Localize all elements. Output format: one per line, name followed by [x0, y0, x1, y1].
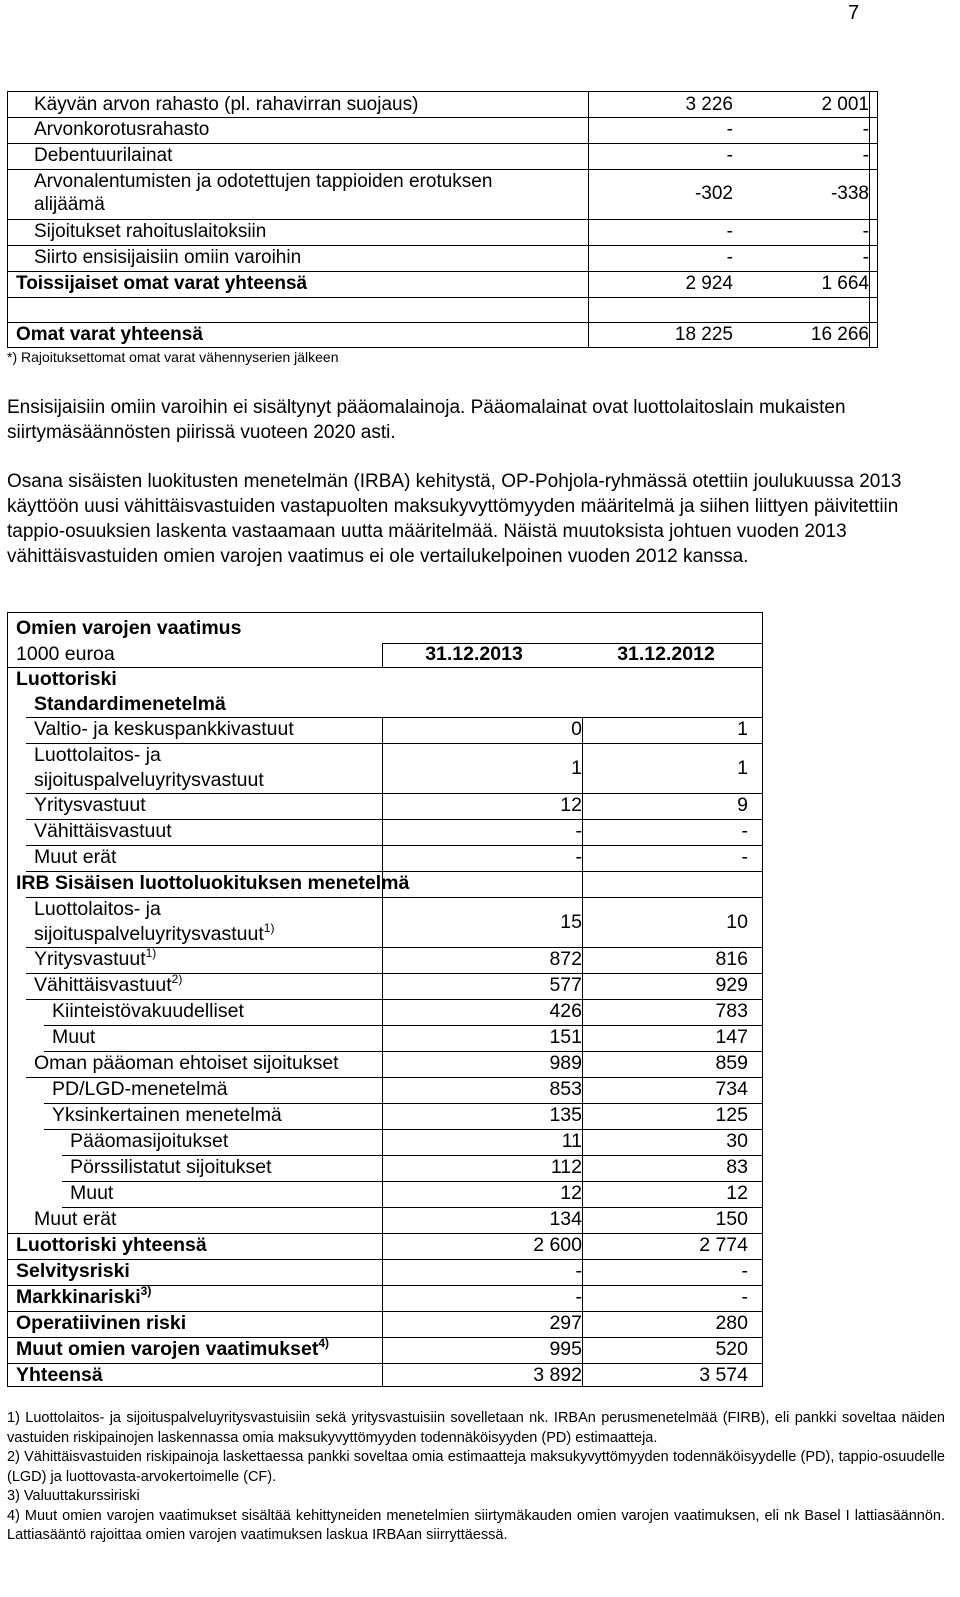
value-2012: 12 — [726, 1182, 748, 1204]
value-2012: 734 — [715, 1078, 748, 1100]
value-2013: 0 — [571, 718, 582, 740]
row-label: Kiinteistövakuudelliset — [52, 1000, 244, 1022]
value-2013: 2 924 — [685, 273, 733, 294]
footnotes — [7, 1409, 945, 1546]
row-label: Markkinariski$^{3)}$ — [16, 1284, 152, 1308]
table-title: Omien varojen vaatimus — [16, 617, 242, 639]
row-label: PD/LGD-menetelmä — [52, 1078, 228, 1100]
value-2012: 2 774 — [699, 1234, 748, 1256]
row-label: Vähittäisvastuut$^{2)}$ — [34, 972, 183, 996]
value-2013: 135 — [549, 1104, 582, 1126]
value-2013: 18 225 — [674, 324, 733, 345]
row-label-continued: sijoituspalveluyritysvastuut$^{1)}$ — [34, 921, 275, 945]
value-2013: 853 — [549, 1078, 582, 1100]
row-label: Yksinkertainen menetelmä — [52, 1104, 282, 1126]
row-label: Luottolaitos- ja — [34, 898, 161, 920]
own-funds-table — [7, 91, 878, 348]
value-2013: - — [726, 145, 733, 166]
row-label: Muut erät — [34, 846, 117, 868]
value-2013: - — [575, 1260, 582, 1282]
value-2012: 125 — [715, 1104, 748, 1126]
value-2012: 816 — [715, 948, 748, 970]
row-label: Operatiivinen riski — [16, 1312, 187, 1334]
row-label: Sijoitukset rahoituslaitoksiin — [34, 221, 267, 242]
value-2012: 2 001 — [821, 94, 869, 115]
row-label: Debentuurilainat — [34, 145, 173, 166]
footnote-ref: 1) — [263, 921, 275, 935]
row-label: Luottolaitos- ja — [34, 744, 161, 766]
value-2012: 929 — [715, 974, 748, 996]
row-label: Oman pääoman ehtoiset sijoitukset — [34, 1052, 339, 1074]
row-label: Valtio- ja keskuspankkivastuut — [34, 718, 294, 740]
row-label: Yritysvastuut$^{1)}$ — [34, 946, 157, 970]
footnote: 4) Muut omien varojen vaatimukset sisältää kehittyneiden menetelmien siirtymäkauden omien varojen vaatimuksen, eli nk Basel I lattiasäännön. Lattiasääntö rajoittaa omien varojen vaatimuksen laskua IRBAan siirryttäessä. — [7, 1507, 945, 1543]
value-2013: 151 — [549, 1026, 582, 1048]
row-label: Selvitysriski — [16, 1260, 130, 1282]
column-divider — [588, 92, 589, 348]
value-2013: - — [726, 247, 733, 268]
value-2013: 112 — [550, 1156, 582, 1178]
capital-requirements-table: Omien varojen vaatimus 1000 euroa 31.12.2013 31.12.2012 Luottoriski Standardimenetelmä Valtio- ja keskuspankkivastuut 0 1 Luottolaitos- ja sijoituspalveluyritysvastuut 1 1 Yritysvastuut 12 9 Vähittäisvastuut - - Muut erät - - IRB Sisäisen luottoluokituksen menetelmä Luottolaitos- ja sijoituspalveluyritysvastuut$^{1)}$ 15 10 Yritysvastuut$^{1)}$ 872 816 Vähittäisvastuut$^{2)}$ 577 929 Kiinteistövakuudelliset 426 783 Muut 151 147 Oman pääoman ehtoiset sijoitukset 989 859 PD/LGD-menetelmä 853 734 Yksinkertainen menetelmä 135 125 Pääomasijoitukset 11 30 Pörssilistatut sijoitukset 112 83 Muut 12 12 Muut erät 134 150 Luottoriski yhteensä 2 600 2 774 Selvitysriski - - Markkinariski$^{3)}$ - - Operatiivinen riski 297 280 Muut omien varojen vaatimukset$^{4)}$ 995 520 Yhteensä 3 892 3 574 — [7, 612, 763, 1387]
value-2012: -338 — [830, 183, 869, 204]
value-2012: 280 — [715, 1312, 748, 1334]
value-2013: 2 600 — [533, 1234, 582, 1256]
row-label: Yhteensä — [16, 1364, 103, 1386]
value-2013: - — [726, 221, 733, 242]
value-2012: - — [862, 145, 869, 166]
value-2013: 12 — [560, 1182, 582, 1204]
value-2013: 989 — [549, 1052, 582, 1074]
row-label: Muut — [70, 1182, 114, 1204]
value-2012: 16 266 — [810, 324, 869, 345]
row-label: Muut erät — [34, 1208, 117, 1230]
row-label: Muut — [52, 1026, 96, 1048]
value-2012: 783 — [715, 1000, 748, 1022]
row-label: Luottoriski yhteensä — [16, 1234, 207, 1256]
table-note: *) Rajoituksettomat omat varat vähennyserien jälkeen — [7, 349, 339, 365]
row-label: Pääomasijoitukset — [70, 1130, 229, 1152]
value-2013: 872 — [549, 948, 582, 970]
footnote: 1) Luottolaitos- ja sijoituspalveluyritysvastuisiin sekä yritysvastuisiin sovelletaan nk. IRBAn perusmenetelmää (FIRB), eli pankki soveltaa näiden vastuiden riskipainojen laskennassa omia maksukyvyttömyyden todennäköisyyden (PD) estimaatteja. — [7, 1410, 945, 1446]
footnote: 2) Vähittäisvastuiden riskipainoja laskettaessa pankki soveltaa omia estimaatteja maksukyvyttömyyden todennäköisyydelle (PD), tappio-osuudelle (LGD) ja luottovasta-arvokertoimelle (CF). — [7, 1449, 945, 1485]
value-2012: - — [862, 247, 869, 268]
column-header-2013: 31.12.2013 — [425, 643, 523, 665]
row-label: Käyvän arvon rahasto (pl. rahavirran suojaus) — [34, 94, 419, 115]
value-2012: 1 — [737, 718, 748, 740]
value-2013: 1 — [571, 757, 582, 779]
footnote-ref: 2) — [171, 972, 183, 986]
value-2013: 426 — [549, 1000, 582, 1022]
value-2013: - — [575, 846, 582, 868]
value-2013: 995 — [549, 1338, 582, 1360]
footnote-ref: 3) — [140, 1284, 152, 1298]
value-2013: 577 — [549, 974, 582, 996]
row-label: Pörssilistatut sijoitukset — [70, 1156, 272, 1178]
value-2012: - — [862, 119, 869, 140]
value-2013: 11 — [561, 1130, 582, 1152]
value-2013: - — [575, 1286, 582, 1308]
value-2012: - — [741, 820, 748, 842]
value-2013: 297 — [549, 1312, 582, 1334]
value-2013: 12 — [560, 794, 582, 816]
value-2012: 10 — [726, 911, 748, 933]
table-row — [8, 744, 762, 792]
value-2012: 520 — [715, 1338, 748, 1360]
paragraph: Osana sisäisten luokitusten menetelmän (IRBA) kehitystä, OP-Pohjola-ryhmässä otettiin joulukuussa 2013 käyttöön uusi vähittäisvastuiden vastapuolten maksukyvyttömyyden määritelmä ja siihen liittyen päivitettiin tappio-osuuksien laskenta vastaamaan uutta määritelmää. Näistä muutoksista johtuen vuoden 2013 vähittäisvastuiden omien varojen vaatimus ei ole vertailukelpoinen vuoden 2012 kanssa. — [7, 471, 902, 567]
value-2012: 9 — [737, 794, 748, 816]
value-2012: 1 664 — [821, 273, 869, 294]
value-2013: - — [726, 119, 733, 140]
footnote-ref: 4) — [318, 1336, 329, 1350]
value-2012: - — [862, 221, 869, 242]
value-2012: 83 — [726, 1156, 748, 1178]
value-2012: 30 — [726, 1130, 748, 1152]
row-label: Siirto ensisijaisiin omiin varoihin — [34, 247, 302, 268]
table-row — [8, 171, 877, 217]
row-label: Vähittäisvastuut — [34, 820, 172, 842]
value-2013: 3 226 — [685, 94, 733, 115]
table-row — [8, 898, 762, 946]
row-label: Yritysvastuut — [34, 794, 146, 816]
value-2012: - — [741, 1286, 748, 1308]
column-header-2012: 31.12.2012 — [617, 643, 715, 665]
value-2013: - — [575, 820, 582, 842]
footnote-ref: 1) — [145, 946, 157, 960]
value-2012: - — [741, 1260, 748, 1282]
row-label: Arvonalentumisten ja odotettujen tappioiden erotuksen — [34, 171, 493, 192]
value-2012: 150 — [715, 1208, 748, 1230]
value-2013: 15 — [560, 911, 582, 933]
unit-label: 1000 euroa — [16, 643, 115, 665]
value-2013: 3 892 — [533, 1364, 582, 1386]
row-label: Omat varat yhteensä — [16, 324, 203, 345]
page-number: 7 — [848, 2, 860, 24]
value-2012: 147 — [715, 1026, 748, 1048]
row-label-continued: sijoituspalveluyritysvastuut — [34, 769, 264, 791]
column-divider — [869, 92, 870, 348]
row-label: Muut omien varojen vaatimukset$^{4)}$ — [16, 1336, 329, 1360]
row-label: Arvonkorotusrahasto — [34, 119, 210, 140]
paragraph: Ensisijaisiin omiin varoihin ei sisältynyt pääomalainoja. Pääomalainat ovat luottolaitoslain mukaisten siirtymäsäännösten piirissä vuoteen 2020 asti. — [7, 397, 846, 443]
row-label: Toissijaiset omat varat yhteensä — [16, 273, 308, 294]
value-2012: - — [741, 846, 748, 868]
row-label-continued: alijäämä — [34, 194, 105, 215]
value-2012: 859 — [715, 1052, 748, 1074]
footnote: 3) Valuuttakurssiriski — [7, 1488, 140, 1504]
value-2012: 1 — [737, 757, 748, 779]
value-2012: 3 574 — [699, 1364, 748, 1386]
value-2013: 134 — [549, 1208, 582, 1230]
value-2013: -302 — [694, 183, 733, 204]
